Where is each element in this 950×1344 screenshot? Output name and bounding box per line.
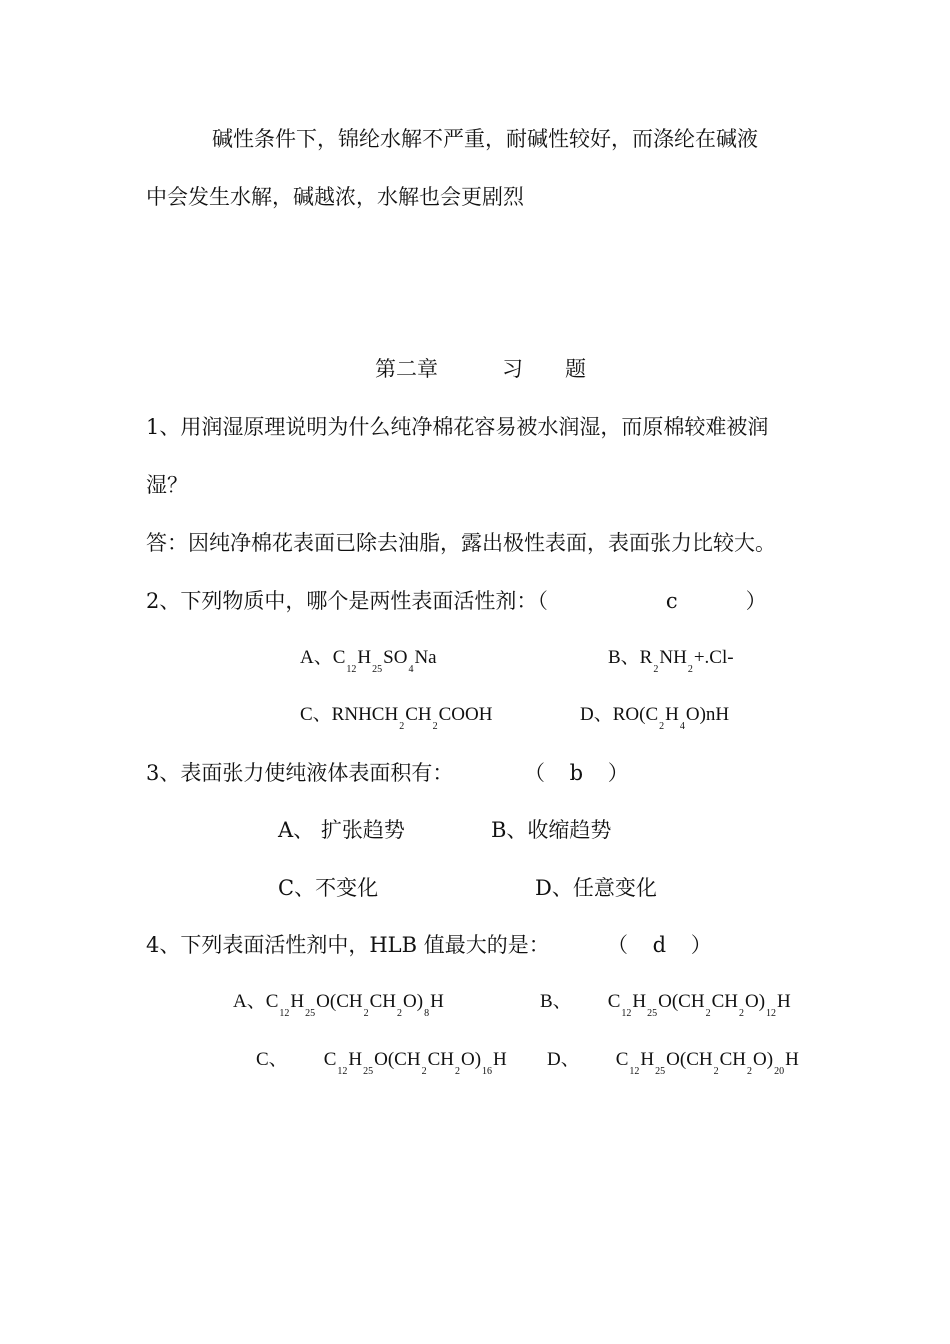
q3-option-b: B、收缩趋势 <box>491 818 612 842</box>
q2-option-d: D、$RO(C_2H_4O)nH$ <box>580 704 730 732</box>
q1-answer: 答：因纯净棉花表面已除去油脂，露出极性表面，表面张力比较大。 <box>146 531 776 555</box>
q2-option-c: C、$RNHCH_2CH_2COOH$ <box>300 704 493 732</box>
q2-stem-text: 2、下列物质中，哪个是两性表面活性剂：（ <box>146 589 548 613</box>
chapter-title-part3: 题 <box>565 357 586 381</box>
q2-option-a: A、$C_{12}H_{25}SO_4Na$ <box>300 647 437 675</box>
q2-stem <box>146 588 767 614</box>
q4-stem: 4、下列表面活性剂中，HLB 值最大的是： <box>146 933 550 957</box>
q4-option-b: B、 $C_{12}H_{25}O(CH_2CH_2O)_{12}H$ <box>540 991 791 1019</box>
q3-stem: 3、表面张力使纯液体表面积有： <box>146 761 454 785</box>
q3-option-d: D、任意变化 <box>535 876 657 900</box>
q3-answer: （ b ） <box>524 761 629 785</box>
q4-answer: （ d ） <box>607 933 712 957</box>
chapter-title-part1: 第二章 <box>375 357 438 381</box>
intro-line-2: 中会发生水解，碱越浓，水解也会更剧烈 <box>146 185 524 209</box>
q1-line-2: 湿？ <box>146 473 188 497</box>
q3-option-c: C、不变化 <box>278 876 379 900</box>
q4-option-c: C、 $C_{12}H_{25}O(CH_2CH_2O)_{16}H$ <box>256 1049 507 1077</box>
q2-option-b: B、$R_2NH_2+.Cl-$ <box>608 647 734 675</box>
q2-answer: c <box>665 589 678 613</box>
q4-option-a: A、$C_{12}H_{25}O(CH_2CH_2O)_8H$ <box>233 991 444 1019</box>
q3-option-a: A、 扩张趋势 <box>278 818 405 842</box>
chapter-title-part2: 习 <box>502 357 523 381</box>
chapter-title <box>375 356 586 382</box>
q2-close-paren: ） <box>745 589 767 613</box>
q1-line-1: 1、用润湿原理说明为什么纯净棉花容易被水润湿，而原棉较难被润 <box>146 415 769 439</box>
q4-option-d: D、 $C_{12}H_{25}O(CH_2CH_2O)_{20}H$ <box>547 1049 799 1077</box>
intro-line-1: 碱性条件下，锦纶水解不严重，耐碱性较好，而涤纶在碱液 <box>212 127 758 151</box>
